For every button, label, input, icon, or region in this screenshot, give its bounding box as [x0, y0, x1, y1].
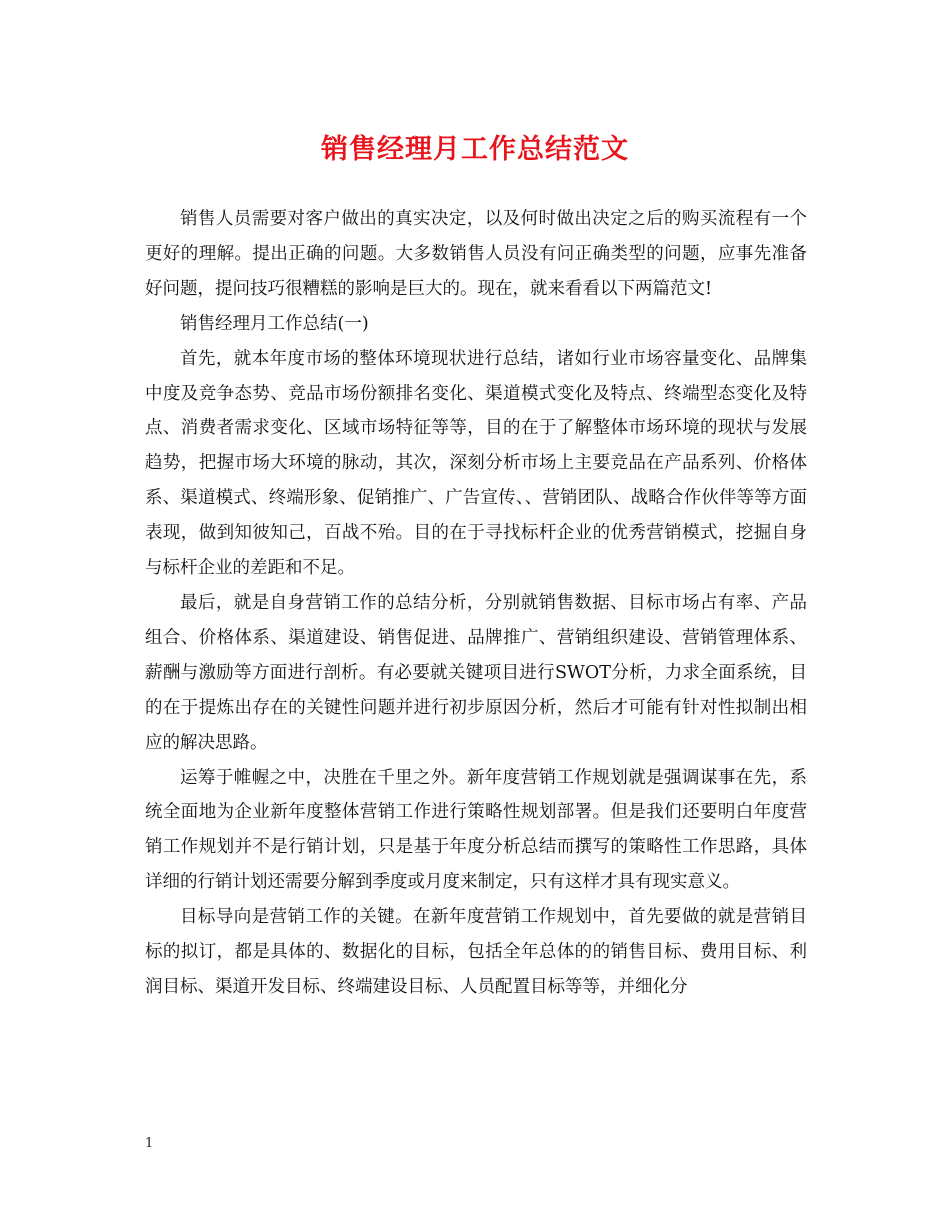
page-number: 1: [145, 1136, 154, 1151]
section-heading: 销售经理月工作总结(一): [180, 313, 369, 334]
document-title: 销售经理月工作总结范文: [321, 134, 629, 165]
paragraph-goals: 目标导向是营销工作的关键。在新年度营销工作规划中，首先要做的就是营销目标的拟订，都是具体的、数据化的目标，包括全年总体的的销售目标、费用目标、利润目标、渠道开发目标、终端建设目标、人员配置目标等等，并细化分: [145, 907, 807, 997]
paragraph-intro: 销售人员需要对客户做出的真实决定，以及何时做出决定之后的购买流程有一个更好的理解。提出正确的问题。大多数销售人员没有问正确类型的问题，应事先准备好问题，提问技巧很糟糕的影响是巨大的。现在，就来看看以下两篇范文!: [145, 209, 807, 299]
paragraph-self-analysis: 最后，就是自身营销工作的总结分析，分别就销售数据、目标市场占有率、产品组合、价格体系、渠道建设、销售促进、品牌推广、营销组织建设、营销管理体系、薪酬与激励等方面进行剖析。有必要就关键项目进行SWOT分析，力求全面系统，目的在于提炼出存在的关键性问题并进行初步原因分析，然后才可能有针对性拟制出相应的解决思路。: [145, 592, 807, 753]
paragraph-planning: 运筹于帷幄之中，决胜在千里之外。新年度营销工作规划就是强调谋事在先，系统全面地为企业新年度整体营销工作进行策略性规划部署。但是我们还要明白年度营销工作规划并不是行销计划，只是基于年度分析总结而撰写的策略性工作思路，具体详细的行销计划还需要分解到季度或月度来制定，只有这样才具有现实意义。: [145, 767, 807, 893]
document-body: [145, 202, 807, 1005]
paragraph-market-summary: 首先，就本年度市场的整体环境现状进行总结，诸如行业市场容量变化、品牌集中度及竞争态势、竞品市场份额排名变化、渠道模式变化及特点、终端型态变化及特点、消费者需求变化、区域市场特征等等，目的在于了解整体市场环境的现状与发展趋势，把握市场大环境的脉动，其次，深刻分析市场上主要竞品在产品系列、价格体系、渠道模式、终端形象、促销推广、广告宣传、、营销团队、战略合作伙伴等等方面表现，做到知彼知己，百战不殆。目的在于寻找标杆企业的优秀营销模式，挖掘自身与标杆企业的差距和不足。: [145, 348, 807, 579]
